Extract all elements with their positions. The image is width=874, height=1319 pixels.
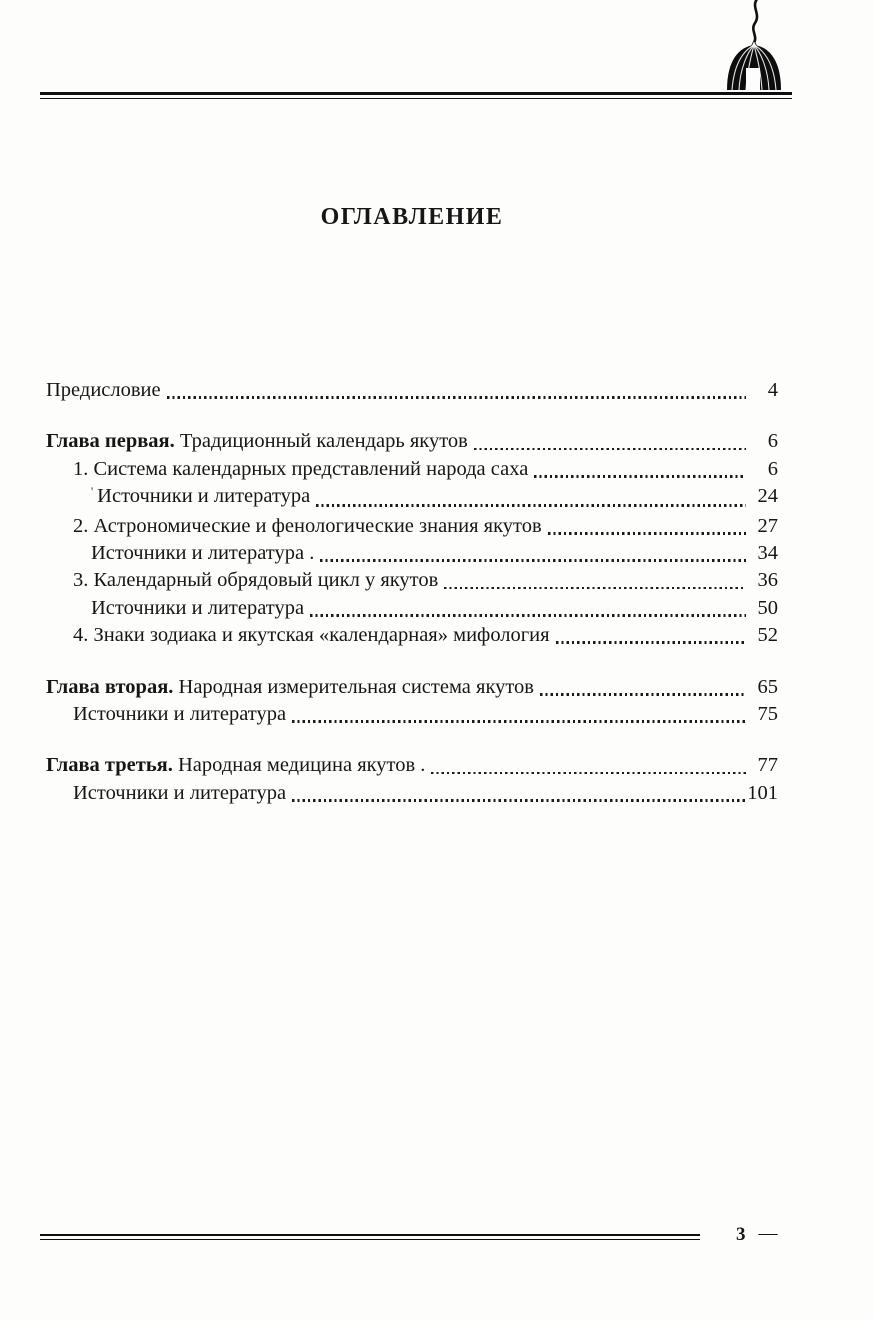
toc-entry-label	[73, 567, 438, 594]
toc-entry	[46, 701, 778, 728]
toc-entry-mark: '	[91, 484, 94, 499]
toc-entry-text: 1. Система календарных представлений народа саха	[73, 457, 529, 480]
toc-entry-text: Источники и литература	[73, 781, 287, 804]
dot-leader	[444, 587, 746, 590]
toc-entry-label	[46, 674, 534, 701]
smoke-icon	[753, 0, 757, 43]
toc-entry-label	[73, 622, 550, 649]
toc-entry	[46, 513, 778, 540]
hut-door	[746, 68, 760, 90]
toc-entry	[46, 540, 778, 567]
toc-entry-page: 50	[757, 596, 778, 619]
toc-entry	[46, 567, 778, 594]
toc-entry-text: 2. Астрономические и фенологические знания якутов	[73, 514, 542, 537]
toc-entry-page: 75	[757, 703, 778, 726]
toc-entry-label	[73, 513, 542, 540]
toc-entry-chapter: Глава вторая.	[46, 675, 174, 698]
dot-leader	[540, 693, 746, 696]
page-number: 3	[736, 1224, 746, 1245]
toc-entry-page: 27	[757, 514, 778, 537]
toc-entry	[46, 780, 778, 807]
toc-entry-page: 6	[767, 457, 778, 480]
folio-dash: —	[758, 1223, 778, 1244]
toc-entry-text: 4. Знаки зодиака и якутская «календарная» мифология	[73, 624, 550, 647]
toc-entry	[46, 428, 778, 455]
dot-leader	[534, 475, 746, 478]
toc-list	[46, 377, 778, 807]
toc-entry-label	[46, 377, 161, 404]
toc-entry-page: 52	[757, 624, 778, 647]
toc-entry-label	[91, 595, 304, 622]
toc-entry-text: Предисловие	[46, 379, 161, 401]
toc-entry	[46, 456, 778, 483]
toc-entry-page: 36	[757, 569, 778, 592]
toc-entry-label	[73, 456, 528, 483]
toc-entry-text: Источники и литература	[91, 596, 305, 619]
dot-leader	[320, 559, 746, 562]
urasa-hut-icon	[722, 0, 786, 94]
toc-entry-page: 65	[757, 675, 778, 698]
toc-entry-label	[91, 483, 310, 512]
toc-entry-label	[73, 701, 286, 728]
toc-entry-chapter: Глава третья.	[46, 754, 173, 777]
toc-entry-chapter: Глава первая.	[46, 430, 175, 453]
dot-leader	[431, 772, 746, 775]
toc-entry-page: 4	[767, 379, 778, 401]
toc-entry-label	[91, 540, 314, 567]
header-rule	[40, 92, 792, 99]
dot-leader	[292, 720, 746, 723]
toc-entry-label	[46, 752, 425, 779]
footer-rule	[40, 1234, 700, 1240]
toc-entry-text: Традиционный календарь якутов	[174, 430, 468, 453]
dot-leader	[167, 396, 746, 399]
toc-entry-text: Источники и литература .	[91, 542, 315, 565]
dot-leader	[474, 448, 746, 451]
toc-entry-label	[46, 428, 468, 455]
dot-leader	[310, 614, 746, 617]
folio	[736, 1224, 778, 1246]
toc-entry-page: 101	[747, 781, 778, 804]
toc-entry-label	[73, 780, 286, 807]
toc-entry	[46, 674, 778, 701]
toc-entry-text: Источники и литература	[73, 703, 287, 726]
toc-entry-page: 34	[757, 542, 778, 565]
toc-entry	[46, 377, 778, 404]
dot-leader	[316, 504, 746, 507]
toc-entry	[46, 483, 778, 512]
toc-entry	[46, 752, 778, 779]
toc-entry-text: 3. Календарный обрядовый цикл у якутов	[73, 569, 439, 592]
toc-entry	[46, 595, 778, 622]
dot-leader	[292, 799, 745, 802]
toc-entry-page: 6	[767, 430, 778, 453]
toc-entry-page: 77	[757, 754, 778, 777]
dot-leader	[548, 532, 746, 535]
toc-entry-page: 24	[757, 485, 778, 508]
toc-entry-text: Народная измерительная система якутов	[173, 675, 534, 698]
toc-entry-text: Народная медицина якутов .	[172, 754, 426, 777]
page-title: ОГЛАВЛЕНИЕ	[320, 204, 504, 231]
dot-leader	[556, 641, 746, 644]
toc-entry	[46, 622, 778, 649]
toc-entry-text: Источники и литература	[97, 485, 311, 508]
